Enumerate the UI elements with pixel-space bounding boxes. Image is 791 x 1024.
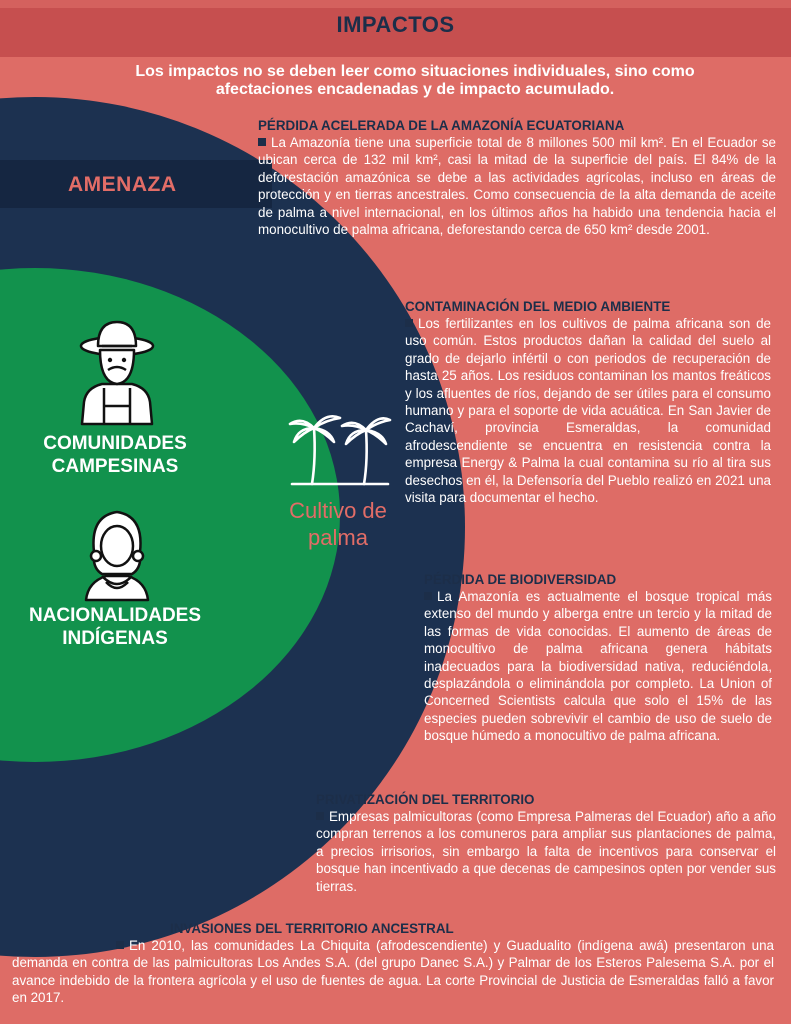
page-title: IMPACTOS [336, 12, 455, 37]
bullet-icon [258, 138, 266, 146]
section-text: La Amazonía es actualmente el bosque tropical más extenso del mundo y alberga entre un tercio y la mitad de las formas de vida conocidas. El aumento de áreas de monocultivo de palma africana genera hábitats inadecuados para la biodiversidad nativa, reduciéndola, desplazándola o eliminándola por completo. La Union of Concerned Scientists calcula que solo el 15% de las especies pueden sobrevivir el cambio de uso de suelo de bosque húmedo a monocultivo de palma africana. [424, 589, 772, 744]
section-invasiones [12, 920, 774, 1007]
section-body [405, 315, 771, 506]
center-label-cultivo: Cultivo de palma [289, 498, 387, 550]
indigenous-woman-icon [76, 502, 158, 602]
section-title: PÉRDIDA ACELERADA DE LA AMAZONÍA ECUATORIANA [258, 118, 625, 133]
group-label-campesinas: COMUNIDADES CAMPESINAS [43, 433, 187, 477]
section-title: PÉRDIDA DE BIODIVERSIDAD [424, 572, 617, 587]
group-label-indigenas: NACIONALIDADES INDÍGENAS [28, 605, 202, 649]
palm-trees-icon [288, 408, 392, 486]
bullet-icon [116, 941, 124, 949]
section-privatizacion [316, 791, 776, 895]
bullet-icon [424, 592, 432, 600]
section-text: La Amazonía tiene una superficie total de 8 millones 500 mil km². En el Ecuador se ubican cerca de 132 mil km², casi la mitad de la superficie del país. El 84% de la deforestación amazónica se debe a las actividades agrícolas, incluso en áreas de protección y en tierras ancestrales. Como consecuencia de la alta demanda de aceite de palma a nivel internacional, en los últimos años ha habido una tendencia hacia el monocultivo de palma africana, deforestando cerca de 650 km² desde 2001. [258, 135, 776, 238]
bullet-icon [405, 319, 413, 327]
section-body [258, 134, 776, 238]
intro-text: Los impactos no se deben leer como situaciones individuales, sino como afectaciones encadenadas y de impacto acumulado. [135, 63, 695, 98]
threat-label: AMENAZA [68, 173, 177, 196]
section-title: CONTAMINACIÓN DEL MEDIO AMBIENTE [405, 299, 671, 314]
section-body [316, 808, 776, 895]
section-text: Los fertilizantes en los cultivos de palma africana son de uso común. Estos productos dañan la calidad del suelo al grado de dejarlo infértil o con periodos de recuperación de hasta 25 años. Los residuos contaminan los mantos freáticos y los afluentes de ríos, dejando de ser útiles para el consumo humano y para el soporte de vida acuática. En San Javier de Cachaví, provincia Esmeraldas, la comunidad afrodescendiente se encuentra en resistencia contra la empresa Energy & Palma la cual contamina su río al tira sus desechos en él, la Defensoría del Pueblo realizó en 2021 una visita para documentar el hecho. [405, 316, 771, 506]
section-title: PRIVATIZACIÓN DEL TERRITORIO [316, 792, 535, 807]
section-text: En 2010, las comunidades La Chiquita (afrodescendiente) y Guadualito (indígena awá) presentaron una demanda en contra de las palmicultoras Los Andes S.A. (del grupo Danec S.A.) y Palmar de los Esteros Palesema S.A. por el avance indebido de la frontera agrícola y el uso de fuentes de agua. La corte Provincial de Justicia de Esmeraldas falló a favor en 2017. [12, 938, 774, 1006]
bullet-icon [316, 812, 324, 820]
section-amazonia [258, 117, 776, 238]
section-title: INVASIONES DEL TERRITORIO ANCESTRAL [170, 921, 454, 936]
section-body [12, 937, 774, 1007]
section-biodiversidad [424, 571, 772, 745]
farmer-icon [76, 316, 158, 426]
section-body [424, 588, 772, 745]
section-contaminacion [405, 298, 771, 506]
section-text: Empresas palmicultoras (como Empresa Palmeras del Ecuador) año a año compran terrenos a los comuneros para ampliar sus plantaciones de palma, a precios irrisorios, sin embargo la falta de incentivos para conservar el bosque han incentivado a que decenas de campesinos opten por vender sus tierras. [316, 809, 776, 894]
